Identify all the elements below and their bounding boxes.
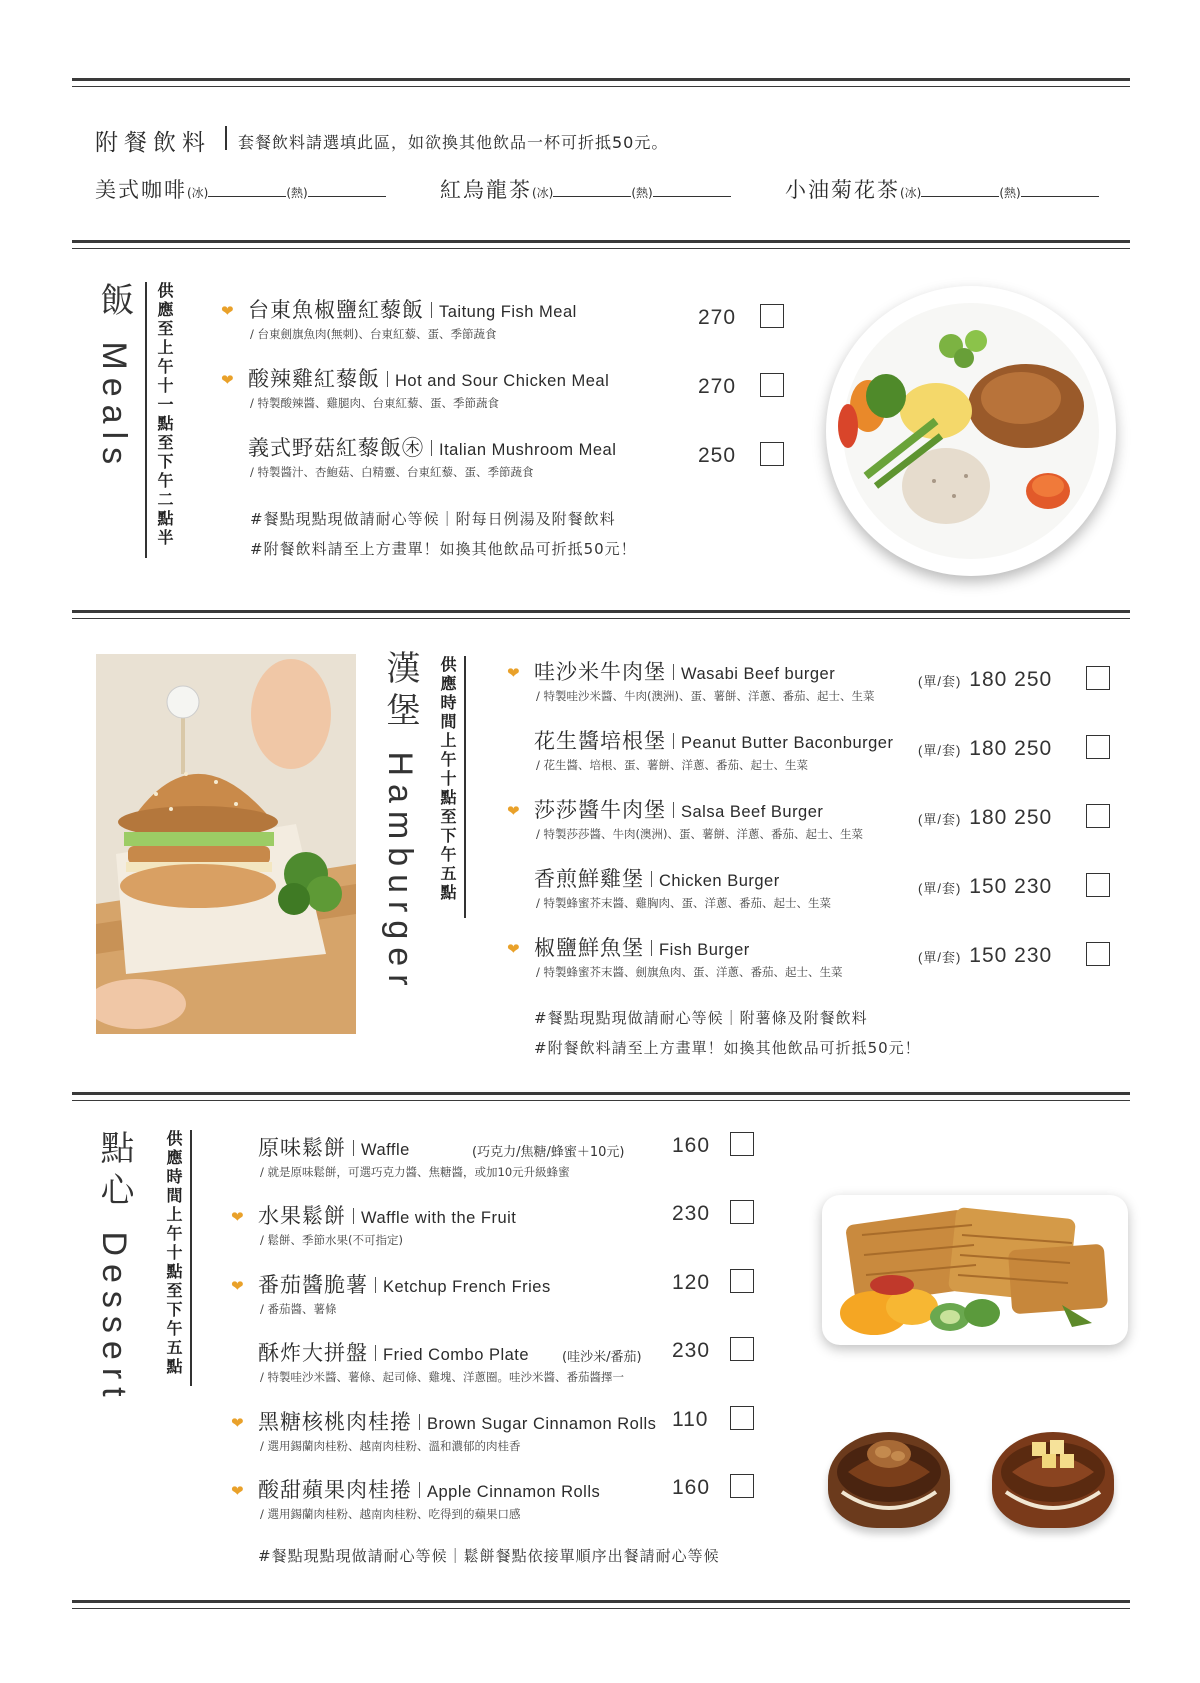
- single-price: 180: [969, 737, 1008, 760]
- single-price: 180: [969, 668, 1008, 691]
- order-checkbox[interactable]: [1086, 804, 1110, 828]
- item-name-zh: 莎莎醬牛肉堡: [534, 798, 666, 822]
- meal-plate-photo: [826, 286, 1116, 576]
- set-price: 230: [1014, 944, 1053, 967]
- ice-tag: (冰): [900, 186, 922, 200]
- dessert-rule: [72, 1092, 1130, 1101]
- item-description: / 特製莎莎醬、牛肉(澳洲)、蛋、薯餅、洋蔥、番茄、起士、生菜: [536, 827, 863, 841]
- burger-hours-line: [464, 656, 466, 918]
- order-checkbox[interactable]: [730, 1200, 754, 1224]
- item-name-en: Wasabi Beef burger: [681, 665, 836, 683]
- item-name-zh: 哇沙米牛肉堡: [534, 660, 666, 684]
- order-checkbox[interactable]: [1086, 735, 1110, 759]
- item-name-zh: 花生醬培根堡: [534, 729, 666, 753]
- item-description: / 特製醬汁、杏鮑菇、白精靈、台東紅藜、蛋、季節蔬食: [250, 465, 534, 479]
- set-tag: (單/套): [918, 743, 962, 758]
- single-price: 150: [969, 944, 1008, 967]
- set-tag: (單/套): [918, 812, 962, 827]
- meals-hours-line: [145, 282, 147, 558]
- item-description: / 特製蜂蜜芥末醬、雞胸肉、蛋、洋蔥、番茄、起士、生菜: [536, 896, 832, 910]
- item-description: / 特製蜂蜜芥末醬、劍旗魚肉、蛋、洋蔥、番茄、起士、生菜: [536, 965, 843, 979]
- item-price: 230: [672, 1202, 711, 1225]
- order-checkbox[interactable]: [730, 1406, 754, 1430]
- set-price: 250: [1014, 806, 1053, 829]
- heart-icon: ❤: [231, 1277, 244, 1295]
- order-checkbox[interactable]: [1086, 873, 1110, 897]
- item-name-zh: 酸辣雞紅藜飯: [248, 367, 380, 391]
- item-option: (哇沙米/番茄): [562, 1350, 642, 1365]
- item-option: (巧克力/焦糖/蜂蜜＋10元): [472, 1145, 625, 1160]
- top-rule: [72, 78, 1130, 87]
- set-tag: (單/套): [918, 881, 962, 896]
- apple-cinnamon-roll-illustration: [992, 1432, 1114, 1528]
- hot-quantity-field[interactable]: [1021, 180, 1099, 197]
- waffle-photo: [822, 1195, 1128, 1345]
- dessert-hours-line: [190, 1130, 192, 1386]
- drink-option-chamomile: [785, 174, 1099, 204]
- item-name-zh: 原味鬆餅: [258, 1136, 346, 1160]
- item-name-zh: 酸甜蘋果肉桂捲: [258, 1478, 412, 1502]
- order-checkbox[interactable]: [760, 304, 784, 328]
- item-description: / 選用錫蘭肉桂粉、越南肉桂粉、溫和濃郁的肉桂香: [260, 1439, 521, 1453]
- item-name-en: Waffle with the Fruit: [361, 1209, 517, 1227]
- hot-quantity-field[interactable]: [308, 180, 386, 197]
- item-description: / 番茄醬、薯條: [260, 1302, 337, 1316]
- heart-icon: ❤: [221, 371, 234, 389]
- dessert-heading: 點心 Dessert: [95, 1130, 133, 1405]
- item-price: 230: [672, 1339, 711, 1362]
- heart-icon: ❤: [507, 802, 520, 820]
- item-name-en: Waffle: [361, 1141, 410, 1159]
- single-price: 150: [969, 875, 1008, 898]
- item-price: 270: [698, 375, 737, 398]
- order-checkbox[interactable]: [730, 1132, 754, 1156]
- burger-note: #附餐飲料請至上方畫單！如換其他飲品可折抵50元！: [534, 1039, 921, 1057]
- item-description: / 特製酸辣醬、雞腿肉、台東紅藜、蛋、季節蔬食: [250, 396, 500, 410]
- item-name-en: Italian Mushroom Meal: [439, 441, 617, 459]
- ice-tag: (冰): [532, 186, 554, 200]
- heart-icon: ❤: [221, 302, 234, 320]
- item-name-zh: 香煎鮮雞堡: [534, 867, 644, 891]
- drinks-note: 套餐飲料請選填此區，如欲換其他飲品一杯可折抵50元。: [238, 133, 669, 152]
- set-tag: (單/套): [918, 674, 962, 689]
- item-name-zh: 黑糖核桃肉桂捲: [258, 1410, 412, 1434]
- drinks-divider: [225, 126, 227, 150]
- drink-name: 美式咖啡: [95, 178, 187, 202]
- dessert-hours: 供應時間上午十點至下午五點: [164, 1130, 183, 1377]
- item-price: [918, 875, 1052, 899]
- item-price: 110: [672, 1408, 709, 1431]
- drinks-title: 附餐飲料: [95, 130, 211, 156]
- meals-heading: 飯 Meals: [95, 282, 133, 473]
- bottom-rule: [72, 1600, 1130, 1609]
- ice-quantity-field[interactable]: [921, 180, 999, 197]
- set-price: 250: [1014, 737, 1053, 760]
- item-name-en: Taitung Fish Meal: [439, 303, 577, 321]
- item-name-zh: 番茄醬脆薯: [258, 1273, 368, 1297]
- ice-tag: (冰): [187, 186, 209, 200]
- item-price: [918, 668, 1052, 692]
- set-price: 230: [1014, 875, 1053, 898]
- item-name-en: Brown Sugar Cinnamon Rolls: [427, 1415, 657, 1433]
- item-description: / 台東劍旗魚肉(無刺)、台東紅藜、蛋、季節蔬食: [250, 327, 497, 341]
- meals-note: #附餐飲料請至上方畫單！如換其他飲品可折抵50元！: [250, 540, 637, 558]
- item-description: / 就是原味鬆餅，可選巧克力醬、焦糖醬，或加10元升級蜂蜜: [260, 1165, 570, 1179]
- burger-note: #餐點現點現做請耐心等候｜附薯條及附餐飲料: [534, 1009, 868, 1027]
- item-name-zh: 台東魚椒鹽紅藜飯: [248, 298, 424, 322]
- set-price: 250: [1014, 668, 1053, 691]
- item-name-en: Peanut Butter Baconburger: [681, 734, 894, 752]
- item-name-en: Fish Burger: [659, 941, 750, 959]
- order-checkbox[interactable]: [1086, 942, 1110, 966]
- order-checkbox[interactable]: [760, 442, 784, 466]
- item-name-en: Apple Cinnamon Rolls: [427, 1483, 601, 1501]
- waffle-illustration: [822, 1195, 1128, 1345]
- apple-cinnamon-roll-photo: [992, 1432, 1114, 1528]
- hot-tag: (熱): [631, 186, 653, 200]
- burger-rule: [72, 610, 1130, 619]
- item-price: 120: [672, 1271, 711, 1294]
- item-name-en: Hot and Sour Chicken Meal: [395, 372, 610, 390]
- walnut-cinnamon-roll-illustration: [828, 1432, 950, 1528]
- item-description: / 花生醬、培根、蛋、薯餅、洋蔥、番茄、起士、生菜: [536, 758, 809, 772]
- heart-icon: ❤: [231, 1482, 244, 1500]
- item-price: 160: [672, 1476, 711, 1499]
- item-price: 160: [672, 1134, 711, 1157]
- drink-option-oolong: [440, 174, 731, 204]
- heart-icon: ❤: [231, 1208, 244, 1226]
- ice-quantity-field[interactable]: [553, 180, 631, 197]
- burger-hours: 供應時間上午十點至下午五點: [438, 656, 457, 903]
- meals-note: #餐點現點現做請耐心等候｜附每日例湯及附餐飲料: [250, 510, 616, 528]
- heart-icon: ❤: [231, 1414, 244, 1432]
- meals-rule: [72, 240, 1130, 249]
- item-description: / 選用錫蘭肉桂粉、越南肉桂粉、吃得到的蘋果口感: [260, 1507, 521, 1521]
- item-description: / 特製哇沙米醬、牛肉(澳洲)、蛋、薯餅、洋蔥、番茄、起士、生菜: [536, 689, 875, 703]
- item-description: / 特製哇沙米醬、薯條、起司條、雞塊、洋蔥圈。哇沙米醬、番茄醬擇一: [260, 1370, 625, 1384]
- order-checkbox[interactable]: [730, 1337, 754, 1361]
- order-checkbox[interactable]: [760, 373, 784, 397]
- order-checkbox[interactable]: [1086, 666, 1110, 690]
- hot-tag: (熱): [999, 186, 1021, 200]
- item-price: 270: [698, 306, 737, 329]
- item-price: [918, 737, 1052, 761]
- item-description: / 鬆餅、季節水果(不可指定): [260, 1233, 404, 1247]
- burger-heading: 漢堡 Hamburger: [381, 650, 419, 994]
- ice-quantity-field[interactable]: [208, 180, 286, 197]
- drink-option-coffee: [95, 174, 386, 204]
- meals-hours: 供應至上午十一點至下午二點半: [155, 282, 174, 548]
- burger-photo: [96, 654, 356, 1034]
- item-name-en: Chicken Burger: [659, 872, 780, 890]
- drink-name: 紅烏龍茶: [440, 178, 532, 202]
- item-name-en: Ketchup French Fries: [383, 1278, 551, 1296]
- drink-name: 小油菊花茶: [785, 178, 900, 202]
- meal-plate-illustration: [826, 286, 1116, 576]
- heart-icon: ❤: [507, 664, 520, 682]
- hot-quantity-field[interactable]: [653, 180, 731, 197]
- hot-tag: (熱): [286, 186, 308, 200]
- walnut-cinnamon-roll-photo: [828, 1432, 950, 1528]
- single-price: 180: [969, 806, 1008, 829]
- item-name-zh: 水果鬆餅: [258, 1204, 346, 1228]
- order-checkbox[interactable]: [730, 1269, 754, 1293]
- item-price: 250: [698, 444, 737, 467]
- dessert-note: #餐點現點現做請耐心等候｜鬆餅餐點依接單順序出餐請耐心等候: [258, 1547, 720, 1565]
- item-name-zh: 酥炸大拼盤: [258, 1341, 368, 1365]
- item-name-en: Salsa Beef Burger: [681, 803, 824, 821]
- burger-illustration: [96, 654, 356, 1034]
- heart-icon: ❤: [507, 940, 520, 958]
- item-name-zh: 椒鹽鮮魚堡: [534, 936, 644, 960]
- item-name-en: Fried Combo Plate: [383, 1346, 530, 1364]
- order-checkbox[interactable]: [730, 1474, 754, 1498]
- item-price: [918, 806, 1052, 830]
- item-price: [918, 944, 1052, 968]
- item-name-zh: 義式野菇紅藜飯㊍: [248, 436, 424, 460]
- set-tag: (單/套): [918, 950, 962, 965]
